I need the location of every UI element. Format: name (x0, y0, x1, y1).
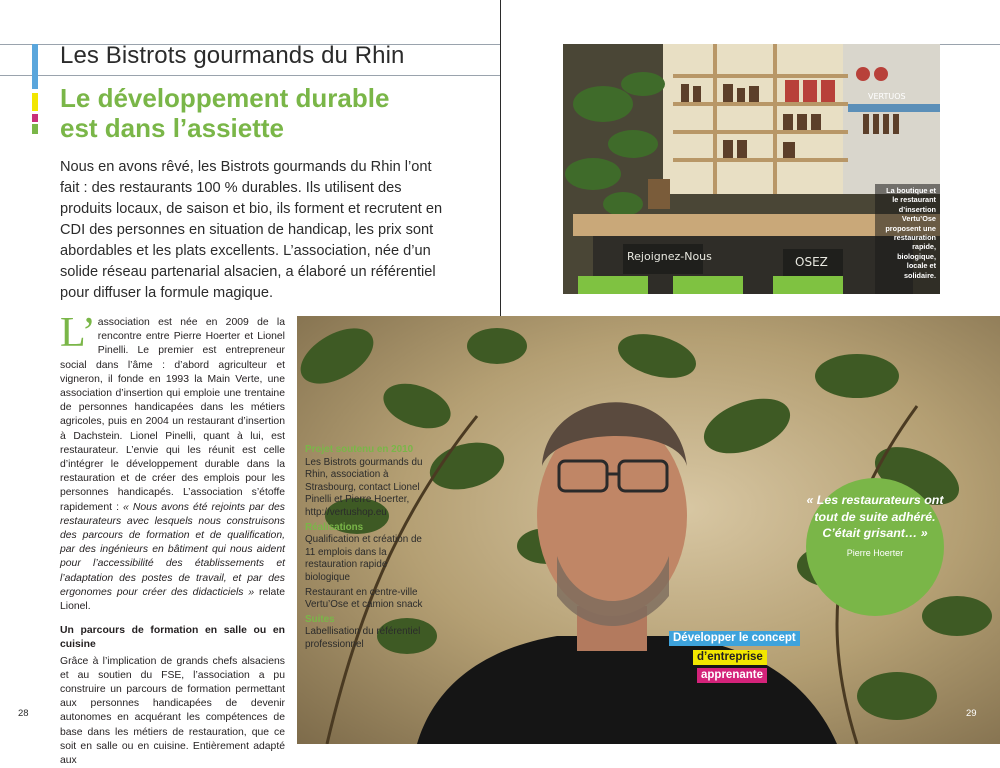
color-block-green (32, 124, 38, 134)
photo-caption: La boutique et le restaurant d’insertion Vertu’Ose proposent une restauration rapide, biologique, locale et solidaire. (885, 186, 936, 280)
body-paragraph-1-text: association est née en 2009 de la rencontre entre Pierre Hoerter et Lionel Pinelli. Le premier est entrepreneur social dans l’âme : d’abord agriculteur et vigneron, il fonde en 1993 la Main Verte, une association d’insertion qui emploie une trentaine de personnes handicapées dans les métiers agricoles, puis en 2004 un restaurant d’insertion à Dachstein. Lionel Pinelli, quant à lui, est restaurateur. L’envie qui les réunit est celle d’intégrer le développement durable dans la restauration et de créer des emplois pour les personnes handicapés. L’association s’étoffe rapidement : (60, 317, 285, 513)
color-block-yellow (32, 93, 38, 111)
color-block-blue (32, 44, 38, 89)
body-quote: « Nous avons été rejoints par des restaurateurs avec lesquels nous construisons des parcours de formation et de qualification, par des ingénieurs en bâtiment qui nous aident pour l’accessibilité des établissements et l’adaptation des postes de travail, et par des ergonomes pour créer des didacticiels » (60, 501, 285, 598)
body-paragraph-1 (60, 310, 285, 614)
sidebar-heading-achievements: Réalisations (305, 521, 364, 533)
page-gutter (500, 0, 501, 316)
color-block-magenta (32, 114, 38, 122)
body-paragraph-1-end: relate Lionel. (60, 586, 285, 613)
sidebar-heading-next: Suites (305, 613, 335, 625)
body-text-column (60, 310, 285, 768)
headline-line-2: est dans l’assiette (60, 113, 284, 143)
tag-apprenante: apprenante (697, 668, 767, 683)
sidebar-project-text: Les Bistrots gourmands du Rhin, association à Strasbourg, contact Lionel Pinelli et Pierre Hoerter, http://vertushop.eu (305, 456, 423, 518)
headline (60, 83, 389, 143)
pull-quote-circle (806, 478, 944, 616)
dropcap: L’ (60, 310, 96, 356)
series-title: Les Bistrots gourmands du Rhin (60, 42, 405, 69)
title-guide-line (0, 75, 500, 76)
intro-paragraph: Nous en avons rêvé, les Bistrots gourmands du Rhin l’ont fait : des restaurants 100 % durables. Ils utilisent des produits locaux, de saison et bio, ils forment et recrutent en CDI des personnes en situation de handicap, les prix sont abordables et les plats excellents. L’association, née d’un solide réseau partenarial alsacien, a élaboré un référentiel pour diffuser la formule magique. (60, 159, 443, 301)
pull-quote-text: « Les restaurateurs ont tout de suite adhéré. C’était grisant… » (806, 493, 944, 540)
right-top-guide-line (940, 44, 1000, 45)
page-number-left: 28 (18, 708, 29, 719)
project-sidebar (305, 444, 430, 652)
chalkboard-text-2: OSEZ (795, 255, 828, 269)
pull-quote-author: Pierre Hoerter (846, 547, 904, 558)
shop-brand-sign: VERTUOS (868, 92, 906, 101)
chalkboard-text-1: Rejoignez-Nous (627, 250, 712, 263)
headline-line-1: Le développement durable (60, 83, 390, 113)
sidebar-achievement-2: Restaurant en centre-ville Vertu’Ose et camion snack (305, 586, 423, 611)
sidebar-heading-project: Projet soutenu en 2010 (305, 444, 414, 455)
sidebar-achievement-1: Qualification et création de 11 emplois dans la restauration rapide biologique (305, 534, 422, 583)
body-subheading: Un parcours de formation en salle ou en cuisine (60, 625, 285, 651)
sidebar-next-text: Labellisation du référentiel professionnel (305, 626, 421, 650)
body-paragraph-2: Grâce à l’implication de grands chefs alsaciens et au soutien du FSE, l’association a pu construire un parcours de formation permettant aux personnes handicapées de devenir autonomes en acquérant les compétences de base dans les métiers de restauration, que ce soit en salle ou en cuisine. Entièrement adapté aux (60, 655, 285, 767)
tag-entreprise: d’entreprise (693, 650, 767, 665)
page-number-right: 29 (966, 708, 977, 719)
tag-concept: Développer le concept (669, 631, 800, 646)
